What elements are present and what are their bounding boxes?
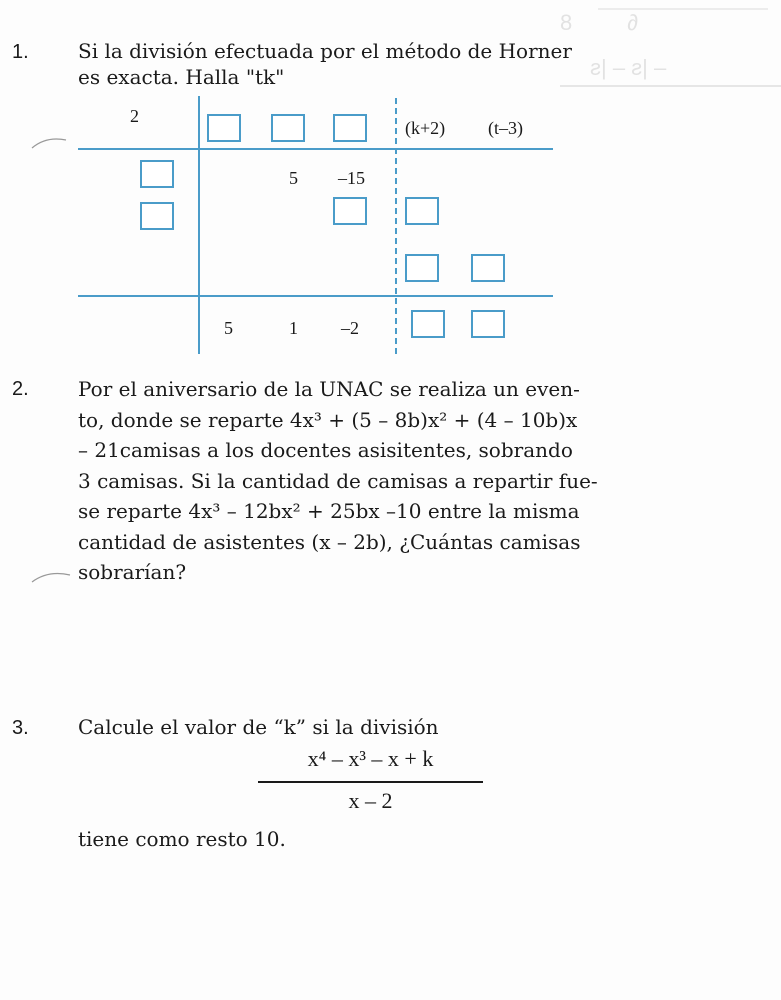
horner-remainder-box bbox=[411, 310, 445, 338]
problem-2-number: 2. bbox=[12, 378, 29, 400]
horner-quotient-value: 5 bbox=[224, 318, 233, 338]
problem-2-line: Por el aniversario de la UNAC se realiza un even- bbox=[78, 377, 580, 401]
fraction-denominator: x – 2 bbox=[348, 788, 393, 813]
problem-2-line: se reparte 4x³ – 12bx² + 25bx –10 entre la misma bbox=[78, 499, 580, 523]
horner-top-rule bbox=[78, 148, 553, 150]
horner-blank-box bbox=[333, 114, 367, 142]
bleed-through-line bbox=[598, 8, 768, 10]
fraction-bar bbox=[258, 781, 483, 783]
horner-divisor-box bbox=[140, 160, 174, 188]
horner-row1-value: –15 bbox=[338, 168, 365, 188]
horner-blank-box bbox=[271, 114, 305, 142]
bleed-through-text: 8 ∂ bbox=[560, 10, 639, 35]
horner-blank-box bbox=[405, 254, 439, 282]
horner-divisor-box bbox=[140, 202, 174, 230]
problem-2-text bbox=[78, 374, 658, 588]
horner-vertical-rule bbox=[198, 96, 200, 354]
horner-blank-box bbox=[405, 197, 439, 225]
horner-quotient-value: 1 bbox=[289, 318, 298, 338]
bleed-through-line bbox=[560, 85, 781, 87]
problem-2-line: sobrarían? bbox=[78, 560, 187, 584]
horner-blank-box bbox=[471, 254, 505, 282]
bleed-through-text: ƨ| – ƨ| – bbox=[590, 55, 667, 80]
problem-1-line-1: Si la división efectuada por el método de Horner bbox=[78, 39, 572, 63]
horner-quotient-value: –2 bbox=[341, 318, 359, 338]
problem-3-conclusion: tiene como resto 10. bbox=[78, 827, 286, 851]
problem-2-line: – 21camisas a los docentes asisitentes, sobrando bbox=[78, 438, 573, 462]
horner-divisor-top: 2 bbox=[130, 106, 139, 126]
horner-blank-box bbox=[333, 197, 367, 225]
horner-bottom-rule bbox=[78, 295, 553, 297]
problem-2-line: 3 camisas. Si la cantidad de camisas a repartir fue- bbox=[78, 468, 598, 493]
problem-1-number: 1. bbox=[12, 41, 29, 63]
problem-1-line-2: es exacta. Halla "tk" bbox=[78, 65, 285, 89]
horner-remainder-separator bbox=[395, 98, 397, 354]
horner-row1-value: 5 bbox=[289, 168, 298, 188]
fraction-numerator: x⁴ – x³ – x + k bbox=[307, 746, 434, 771]
horner-remainder-box bbox=[471, 310, 505, 338]
problem-2-line: cantidad de asistentes (x – 2b), ¿Cuántas camisas bbox=[78, 529, 581, 554]
problem-3-intro: Calcule el valor de “k” si la división bbox=[78, 715, 439, 739]
pencil-mark bbox=[30, 136, 70, 150]
horner-header-k: (k+2) bbox=[405, 118, 446, 138]
pencil-mark bbox=[30, 570, 75, 584]
problem-3-number: 3. bbox=[12, 717, 29, 739]
horner-blank-box bbox=[207, 114, 241, 142]
problem-2-line: to, donde se reparte 4x³ + (5 – 8b)x² + (4 – 10b)x bbox=[78, 407, 578, 432]
horner-header-t: (t–3) bbox=[488, 118, 523, 138]
